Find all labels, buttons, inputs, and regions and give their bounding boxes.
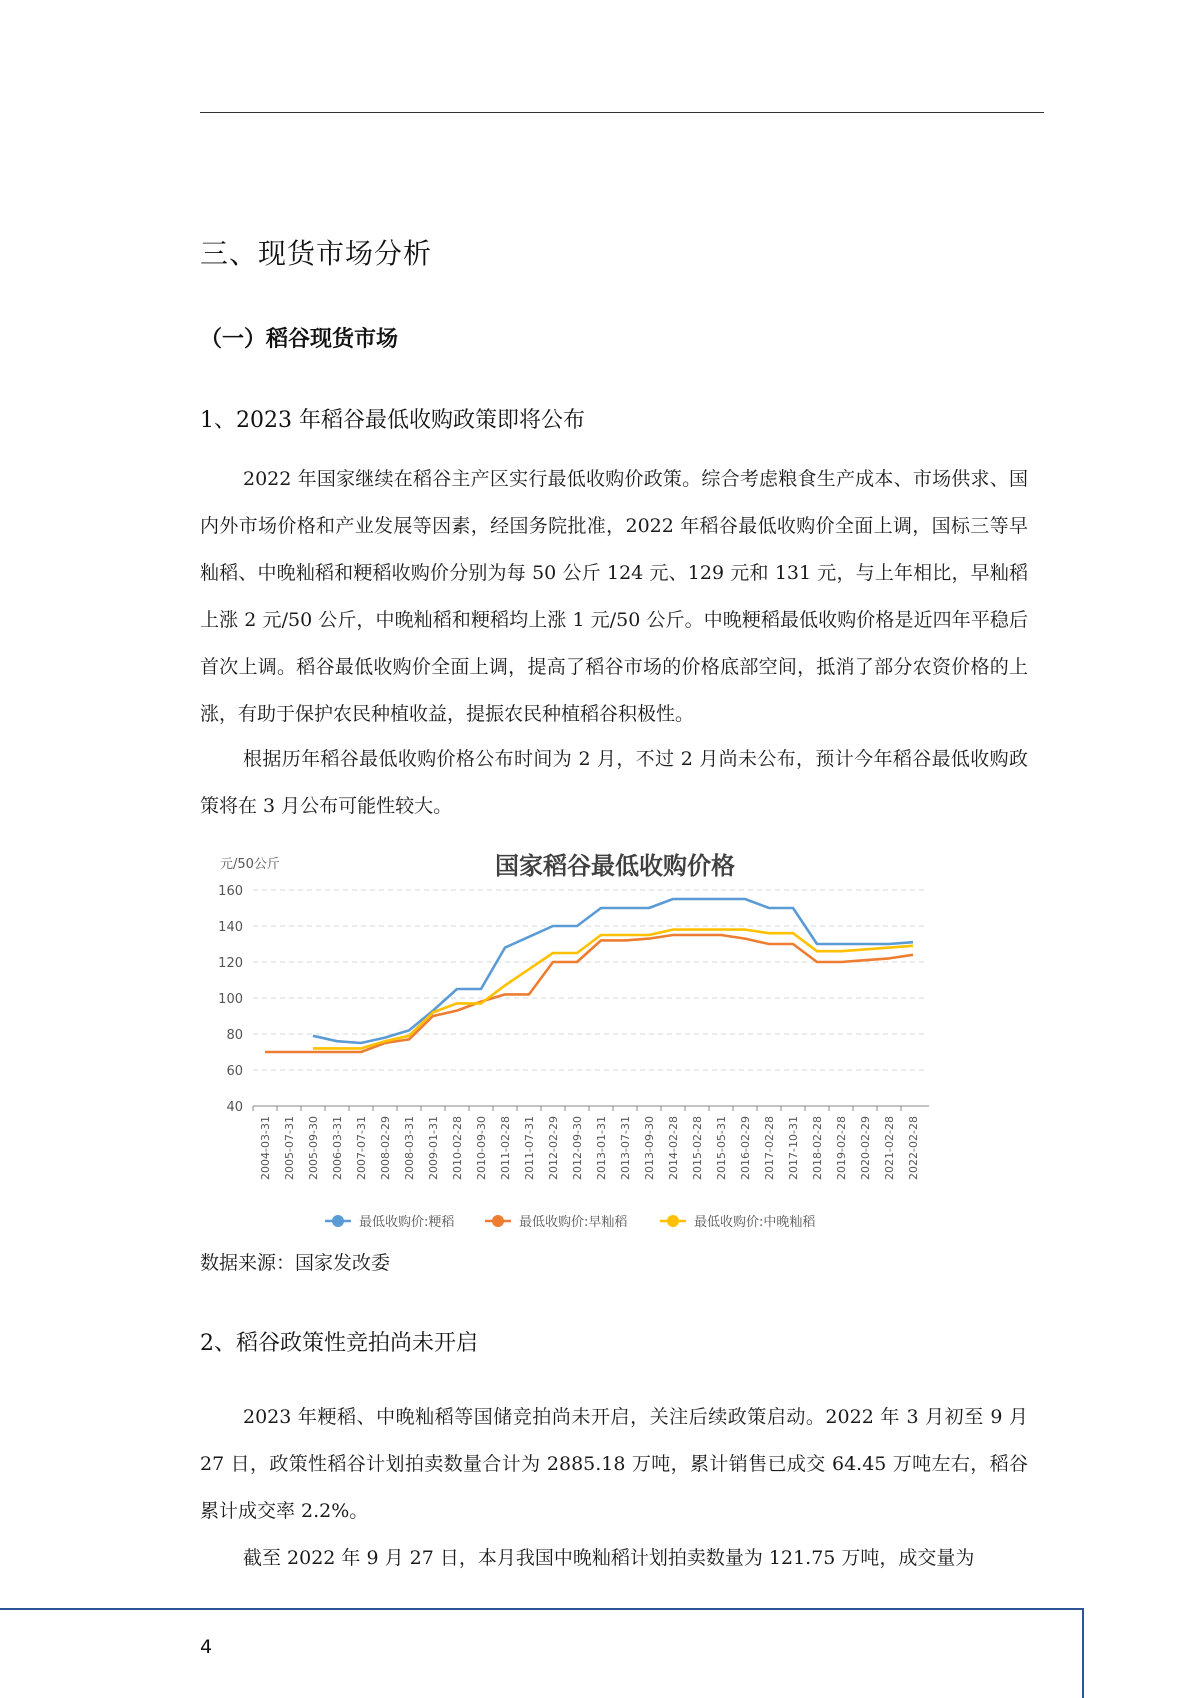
x-tick-label: 2012-02-29: [547, 1116, 560, 1180]
chart-title: 国家稻谷最低收购价格: [495, 852, 735, 880]
x-tick-label: 2013-01-31: [595, 1116, 608, 1180]
y-tick-label: 120: [218, 956, 243, 971]
x-tick-label: 2009-01-31: [427, 1116, 440, 1180]
paragraph-auction: 2023 年粳稻、中晚籼稻等国储竞拍尚未开启，关注后续政策启动。2022 年 3 月初至 9 月 27 日，政策性稻谷计划拍卖数量合计为 2885.18 万吨，累计销售已成交 64.45 万吨左右，稻谷累计成交率 2.2%。: [200, 1406, 1028, 1522]
x-tick-label: 2012-09-30: [571, 1116, 584, 1180]
x-tick-label: 2017-10-31: [787, 1116, 800, 1180]
topic-heading-2: 2、稻谷政策性竞拍尚未开启: [200, 1331, 478, 1356]
footer-rule: [0, 1608, 1084, 1610]
topic-heading-1: 1、2023 年稻谷最低收购政策即将公布: [200, 408, 585, 433]
x-tick-label: 2014-02-28: [667, 1116, 680, 1180]
x-tick-label: 2010-02-28: [451, 1116, 464, 1180]
chart-svg: [205, 838, 1025, 1238]
legend-label: 最低收购价:早籼稻: [519, 1215, 628, 1230]
page-number: 4: [200, 1636, 213, 1658]
x-tick-label: 2005-09-30: [307, 1116, 320, 1180]
x-tick-label: 2016-02-29: [739, 1116, 752, 1180]
header-rule: [200, 112, 1044, 113]
x-tick-label: 2008-03-31: [403, 1116, 416, 1180]
x-tick-label: 2013-07-31: [619, 1116, 632, 1180]
legend-label: 最低收购价:粳稻: [359, 1215, 455, 1230]
subsection-heading: （一）稻谷现货市场: [200, 326, 399, 352]
section-heading: 三、现货市场分析: [200, 237, 433, 270]
paragraph-auction-2: 截至 2022 年 9 月 27 日，本月我国中晚籼稻计划拍卖数量为 121.75 万吨，成交量为: [243, 1547, 975, 1569]
y-tick-label: 140: [218, 920, 243, 935]
paragraph-forecast: 根据历年稻谷最低收购价格公布时间为 2 月，不过 2 月尚未公布，预计今年稻谷最低收购政策将在 3 月公布可能性较大。: [200, 748, 1028, 817]
y-tick-label: 60: [226, 1064, 243, 1079]
x-tick-label: 2004-03-31: [259, 1116, 272, 1180]
chart-series: [265, 899, 913, 1052]
y-tick-label: 40: [226, 1100, 243, 1115]
x-tick-label: 2010-09-30: [475, 1116, 488, 1180]
x-tick-label: 2005-07-31: [283, 1116, 296, 1180]
series-line: [313, 930, 913, 1049]
footer-rule-vertical: [1082, 1608, 1084, 1698]
x-tick-label: 2022-02-28: [907, 1116, 920, 1180]
chart-y-label: 元/50公斤: [220, 857, 280, 872]
chart-legend: [325, 1214, 815, 1230]
x-tick-label: 2006-03-31: [331, 1116, 344, 1180]
y-tick-label: 80: [226, 1028, 243, 1043]
price-chart: [205, 838, 1025, 1238]
x-tick-label: 2007-07-31: [355, 1116, 368, 1180]
x-tick-label: 2008-02-29: [379, 1116, 392, 1180]
x-tick-label: 2011-02-28: [499, 1116, 512, 1180]
x-tick-label: 2019-02-28: [835, 1116, 848, 1180]
x-tick-label: 2018-02-28: [811, 1116, 824, 1180]
x-tick-label: 2015-05-31: [715, 1116, 728, 1180]
x-tick-label: 2015-02-28: [691, 1116, 704, 1180]
data-source: 数据来源：国家发改委: [200, 1252, 391, 1274]
x-tick-label: 2013-09-30: [643, 1116, 656, 1180]
x-tick-label: 2020-02-29: [859, 1116, 872, 1180]
legend-swatch-dot: [667, 1215, 679, 1227]
x-tick-label: 2017-02-28: [763, 1116, 776, 1180]
legend-label: 最低收购价:中晚籼稻: [694, 1215, 816, 1230]
x-tick-label: 2011-07-31: [523, 1116, 536, 1180]
legend-swatch-dot: [492, 1215, 504, 1227]
paragraph-policy: 2022 年国家继续在稻谷主产区实行最低收购价政策。综合考虑粮食生产成本、市场供求、国内外市场价格和产业发展等因素，经国务院批准，2022 年稻谷最低收购价全面上调，国标三等早籼稻、中晚籼稻和粳稻收购价分别为每 50 公斤 124 元、129 元和 131 元，与上年相比，早籼稻上涨 2 元/50 公斤，中晚籼稻和粳稻均上涨 1 元/50 公斤。中晚粳稻最低收购价格是近四年平稳后首次上调。稻谷最低收购价全面上调，提高了稻谷市场的价格底部空间，抵消了部分农资价格的上涨，有助于保护农民种植收益，提振农民种植稻谷积极性。: [200, 468, 1028, 725]
chart-x-ticks: [259, 1116, 920, 1180]
legend-swatch-dot: [332, 1215, 344, 1227]
chart-y-ticks: [218, 884, 243, 1115]
series-line: [313, 899, 913, 1043]
y-tick-label: 160: [218, 884, 243, 899]
x-tick-label: 2021-02-28: [883, 1116, 896, 1180]
y-tick-label: 100: [218, 992, 243, 1007]
chart-axes: [253, 1106, 929, 1111]
